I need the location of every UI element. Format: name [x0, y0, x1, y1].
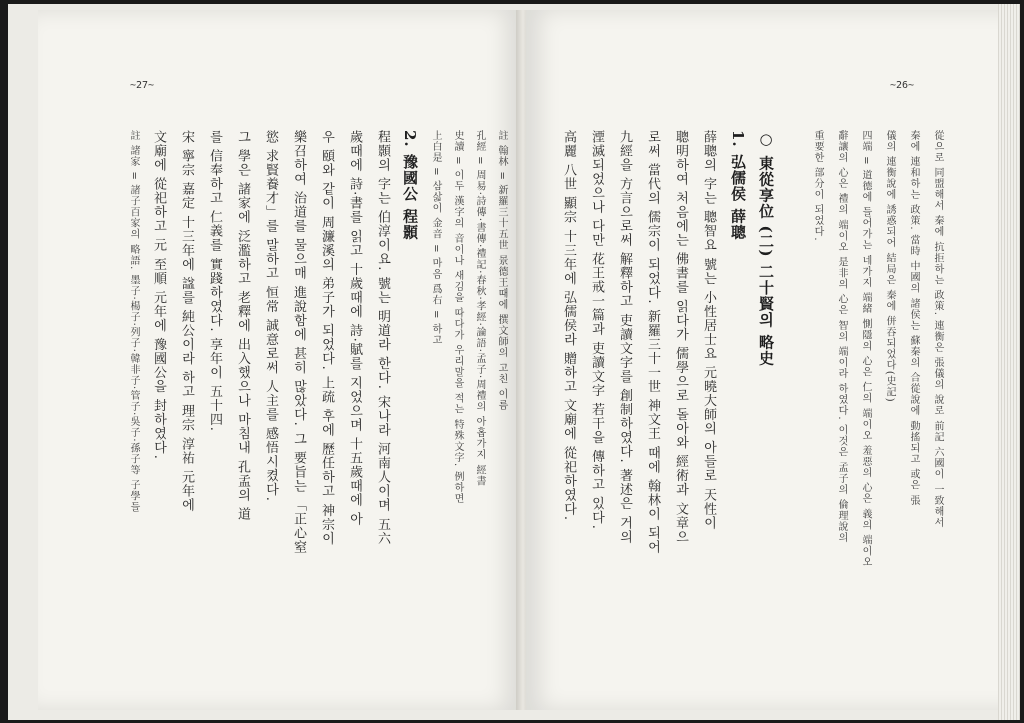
text-column: 九經을 方言으로써 解釋하고 吏讀文字를 創制하였다. 著述은 거의 — [617, 130, 632, 544]
note-column: 辭讓의 心은 禮의 端이오 是非의 心은 智의 端이라 하였다. 이것은 孟子의 倫理說의 — [836, 130, 847, 544]
text-column: 湮滅되었으나 다만 花王戒一篇과 吏讀文字 若干을 傳하고 있다. — [589, 130, 604, 530]
text-column: 樂召하여 治道를 물으매 進說함에 甚히 많았다. 그 要旨는 「正心窒 — [291, 130, 306, 555]
text-column: 註 諸家 = 諸子百家의 略語. 墨子·楊子·列子·韓非子·管子·吳子·孫子等 子學들 — [128, 130, 139, 513]
section-heading: 1. 弘儒侯 薛聰 — [729, 130, 747, 241]
text-column: 程顥의 字는 伯淳이요. 號는 明道라 한다. 宋나라 河南人이며 五六 — [375, 130, 390, 546]
text-column: 慾 求賢養才」를 말하고 恒常 誠意로써 人主를 感悟시켰다. — [263, 130, 278, 502]
note-column: 四端 = 道德에 들어가는 네가지 端緒 惻隱의 心은 仁의 端이오 羞惡의 心은 義의 端이오 — [860, 130, 871, 568]
chapter-heading: ○ 東從享位 (二) 二十賢의 略史 — [757, 130, 775, 367]
right-page — [526, 10, 1008, 710]
text-column: 歲때에 詩·書를 읽고 十歲때에 詩·賦를 지었으며 十五歲때에 아 — [347, 130, 362, 527]
note-column: 秦에 連和하는 政策. 當時 中國의 諸侯는 蘇秦의 合從說에 動搖되고 或은 張 — [908, 130, 919, 506]
note-column: 孔經 = 周易·詩傳·書傳·禮記·春秋·孝經·論語·孟子·周禮의 아홉가지 經書 — [474, 130, 485, 487]
note-column: 註 翰林 = 新羅三十五世 景德王때에 撰文師의 고친 이름 — [496, 130, 507, 411]
text-column: 文廟에 從祀하고 元 至順 元年에 豫國公을 封하였다. — [151, 130, 166, 460]
book-spread — [8, 4, 1020, 720]
note-column: 重要한 部分이 되었다. — [812, 130, 823, 242]
text-column: 薛聰의 字는 聰智요 號는 小性居士요 元曉大師의 아들로 天性이 — [701, 130, 716, 530]
page-number: ~26~ — [890, 80, 915, 91]
left-page — [38, 10, 520, 710]
text-column: 우 頤와 같이 周濂溪의 弟子가 되었다. 上疏 후에 歷任하고 神宗이 — [319, 130, 334, 546]
note-column: 從으로 同盟해서 秦에 抗拒하는 政策. 連衡은 張儀의 說로 前記 六國이 一致해서 — [932, 130, 943, 528]
text-column: 高麗 八世 顯宗 十三年에 弘儒侯라 贈하고 文廟에 從祀하였다. — [561, 130, 576, 522]
text-column: 聰明하여 처음에는 佛書를 읽다가 儒學으로 돌아와 經術과 文章으 — [673, 130, 688, 544]
text-column: 를 信奉하고 仁義를 實踐하였다. 享年이 五十四. — [207, 130, 222, 432]
text-column: 로써 當代의 儒宗이 되었다. 新羅三十一世 神文王 때에 翰林이 되어 — [645, 130, 660, 555]
page-edges — [998, 4, 1020, 720]
section-heading: 2. 豫國公 程顥 — [401, 130, 419, 241]
note-column: 史讀 = 이두 漢字의 音이나 새김을 따다가 우리말을 적는 特殊文字. 例하면 — [452, 130, 463, 505]
note-column: 上白是 = 삼삷이 金音 = 마음 爲右 = 하고 — [430, 130, 441, 346]
text-column: 宋 寧宗 嘉定 十三年에 諡를 純公이라 하고 理宗 淳祐 元年에 — [179, 130, 194, 513]
note-column: 儀의 連衡說에 誘惑되어 結局은 秦에 併吞되었다(史記) — [884, 130, 895, 403]
page-number: ~27~ — [130, 80, 155, 91]
text-column: 그 學은 諸家에 泛濫하고 老釋에 出入했으나 마침내 孔孟의 道 — [235, 130, 250, 522]
